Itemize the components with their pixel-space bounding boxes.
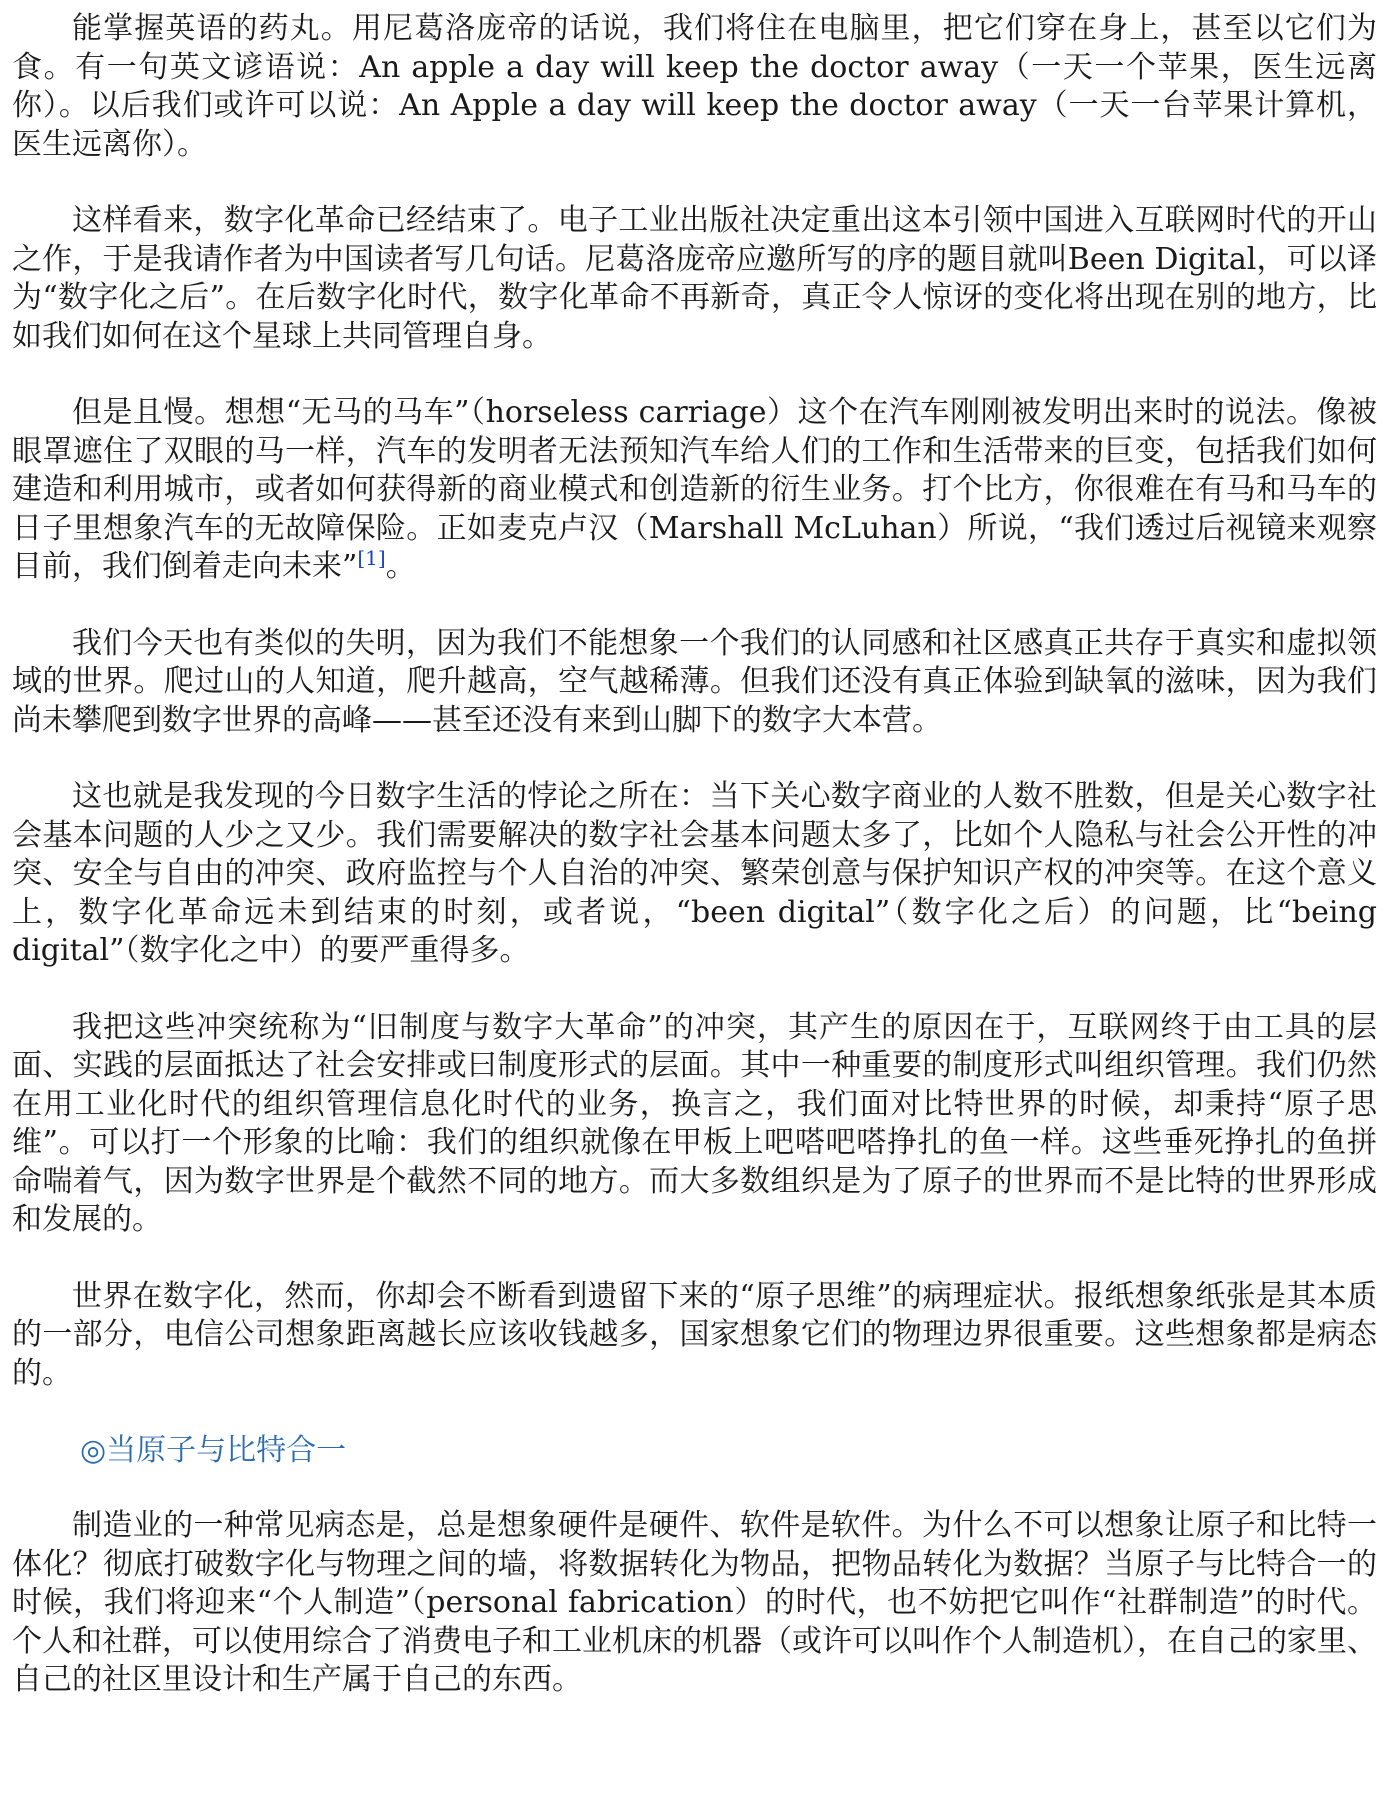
paragraph-horseless-carriage-text: 但是且慢。想想“无马的马车”（horseless carriage）这个在汽车刚刚被发明出来时的说法。像被眼罩遮住了双眼的马一样，汽车的发明者无法预知汽车给人们的工作和生活带来的巨变，包括我们如何建造和利用城市，或者如何获得新的商业模式和创造新的衍生业务。打个比方，你很难在有马和马车的日子里想象汽车的无故障保险。正如麦克卢汉（Marshall McLuhan）所说，“我们透过后视镜来观察目前，我们倒着走向未来” <box>12 395 1377 584</box>
paragraph-tail: 。 <box>385 549 416 584</box>
paragraph-old-regime: 我把这些冲突统称为“旧制度与数字大革命”的冲突，其产生的原因在于，互联网终于由工具的层面、实践的层面抵达了社会安排或曰制度形式的层面。其中一种重要的制度形式叫组织管理。我们仍然在用工业化时代的组织管理信息化时代的业务，换言之，我们面对比特世界的时候，却秉持“原子思维”。可以打一个形象的比喻：我们的组织就像在甲板上吧嗒吧嗒挣扎的鱼一样。这些垂死挣扎的鱼拼命喘着气，因为数字世界是个截然不同的地方。而大多数组织是为了原子的世界而不是比特的世界形成和发展的。 <box>12 1009 1377 1237</box>
paragraph-paradox: 这也就是我发现的今日数字生活的悖论之所在：当下关心数字商业的人数不胜数，但是关心数字社会基本问题的人少之又少。我们需要解决的数字社会基本问题太多了，比如个人隐私与社会公开性的冲突、安全与自由的冲突、政府监控与个人自治的冲突、繁荣创意与保护知识产权的冲突等。在这个意义上，数字化革命远未到结束的时刻，或者说，“been digital”（数字化之后）的问题，比“being digital”（数字化之中）的要严重得多。 <box>12 779 1377 968</box>
paragraph-digital-revolution-over: 这样看来，数字化革命已经结束了。电子工业出版社决定重出这本引领中国进入互联网时代的开山之作，于是我请作者为中国读者写几句话。尼葛洛庞帝应邀所写的序的题目就叫Been Digital，可以译为“数字化之后”。在后数字化时代，数字化革命不再新奇，真正令人惊讶的变化将出现在别的地方，比如我们如何在这个星球上共同管理自身。 <box>12 203 1377 354</box>
section-heading: ◎当原子与比特合一 <box>80 1433 347 1468</box>
paragraph-blindness: 我们今天也有类似的失明，因为我们不能想象一个我们的认同感和社区感真正共存于真实和虚拟领域的世界。爬过山的人知道，爬升越高，空气越稀薄。但我们还没有真正体验到缺氧的滋味，因为我们尚未攀爬到数字世界的高峰——甚至还没有来到山脚下的数字大本营。 <box>12 625 1377 738</box>
paragraph-continued: 能掌握英语的药丸。用尼葛洛庞帝的话说，我们将住在电脑里，把它们穿在身上，甚至以它们为食。有一句英文谚语说：An apple a day will keep the doctor away（一天一个苹果，医生远离你）。以后我们或许可以说：An Apple a day will keep the doctor away（一天一台苹果计算机，医生远离你）。 <box>12 11 1377 162</box>
paragraph-atom-thinking: 世界在数字化，然而，你却会不断看到遗留下来的“原子思维”的病理症状。报纸想象纸张是其本质的一部分，电信公司想象距离越长应该收钱越多，国家想象它们的物理边界很重要。这些想象都是病态的。 <box>12 1278 1377 1391</box>
footnote-link[interactable]: [1] <box>357 546 386 570</box>
paragraph-personal-fabrication: 制造业的一种常见病态是，总是想象硬件是硬件、软件是软件。为什么不可以想象让原子和比特一体化？彻底打破数字化与物理之间的墙，将数据转化为物品，把物品转化为数据？当原子与比特合一的时候，我们将迎来“个人制造”（personal fabrication）的时代，也不妨把它叫作“社群制造”的时代。个人和社群，可以使用综合了消费电子和工业机床的机器（或许可以叫作个人制造机），在自己的家里、自己的社区里设计和生产属于自己的东西。 <box>12 1508 1377 1697</box>
document-page <box>12 10 1377 1738</box>
paragraph-horseless-carriage <box>12 394 1377 587</box>
